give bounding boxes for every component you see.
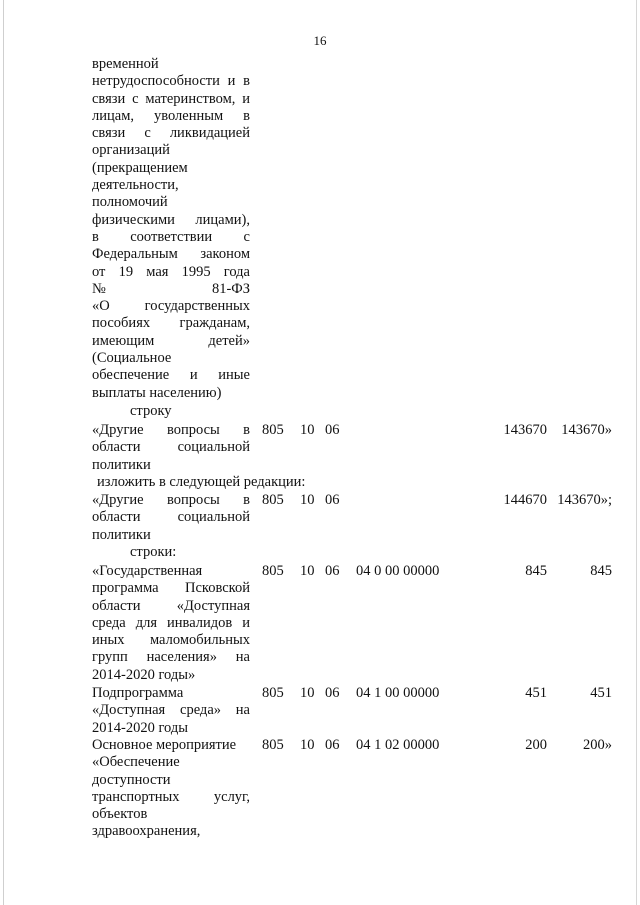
desc-line: связи с материнством, и (92, 90, 250, 107)
row-description (92, 422, 250, 474)
cell-ved: 805 (262, 737, 284, 753)
continuation-description (92, 56, 250, 402)
desc-line: «Другие вопросы в (92, 492, 250, 508)
desc-line: доступности (92, 771, 171, 788)
cell-csr: 04 0 00 00000 (356, 563, 440, 579)
cell-sum-1: 143670 (503, 422, 547, 438)
desc-line: здравоохранения, (92, 823, 201, 840)
cell-sum-1: 451 (525, 685, 547, 701)
desc-line: лицам, уволенным в (92, 107, 250, 124)
cell-podrazdel: 06 (325, 422, 340, 438)
scan-edge-right (636, 0, 637, 905)
desc-line: выплаты населению) (92, 384, 222, 401)
desc-line: области социальной (92, 439, 250, 456)
cell-sum-2: 451 (590, 685, 612, 701)
desc-line: Федеральным законом (92, 246, 250, 263)
cell-ved: 805 (262, 563, 284, 579)
desc-line: деятельности, (92, 177, 179, 194)
cell-csr: 04 1 02 00000 (356, 737, 440, 753)
cell-podrazdel: 06 (325, 685, 340, 701)
cell-sum-1: 200 (525, 737, 547, 753)
desc-line: временной (92, 56, 159, 72)
cell-razdel: 10 (300, 422, 315, 438)
cell-podrazdel: 06 (325, 737, 340, 753)
desc-line: организаций (92, 142, 170, 159)
desc-line: связи с ликвидацией (92, 125, 250, 142)
row-description (92, 563, 250, 684)
desc-line: области «Доступная (92, 597, 250, 614)
desc-line: «О государственных (92, 298, 250, 315)
row-description (92, 492, 250, 544)
desc-line: групп населения» на (92, 649, 250, 666)
page-number: 16 (313, 33, 327, 48)
desc-line: среда для инвалидов и (92, 614, 250, 631)
cell-sum-2: 200» (583, 737, 612, 753)
desc-line: физическими лицами), (92, 211, 250, 228)
instruction-rows-plural: строки: (130, 544, 177, 560)
cell-razdel: 10 (300, 563, 315, 579)
cell-sum-1: 845 (525, 563, 547, 579)
desc-line: полномочий (92, 194, 168, 211)
desc-line: (Социальное (92, 350, 172, 367)
desc-line: «Другие вопросы в (92, 422, 250, 438)
cell-csr: 04 1 00 00000 (356, 685, 440, 701)
cell-ved: 805 (262, 422, 284, 438)
desc-line: (прекращением (92, 159, 188, 176)
cell-podrazdel: 06 (325, 492, 340, 508)
cell-podrazdel: 06 (325, 563, 340, 579)
desc-line: № 81-ФЗ (92, 280, 250, 297)
desc-line: 2014-2020 годы» (92, 666, 196, 683)
cell-sum-2: 143670»; (557, 492, 612, 508)
cell-ved: 805 (262, 685, 284, 701)
desc-line: обеспечение и иные (92, 367, 250, 384)
cell-razdel: 10 (300, 685, 315, 701)
desc-line: Подпрограмма (92, 685, 184, 701)
scan-edge-left (3, 0, 4, 905)
instruction-row-single: строку (130, 403, 172, 419)
cell-razdel: 10 (300, 737, 315, 753)
cell-ved: 805 (262, 492, 284, 508)
row-description (92, 685, 250, 737)
desc-line: имеющим детей» (92, 332, 250, 349)
desc-line: политики (92, 456, 151, 473)
desc-line: в соответствии с (92, 228, 250, 245)
desc-line: нетрудоспособности и в (92, 73, 250, 90)
desc-line: 2014-2020 годы (92, 719, 188, 736)
cell-sum-2: 143670» (561, 422, 612, 438)
desc-line: «Обеспечение (92, 754, 180, 771)
row-description (92, 737, 250, 841)
desc-line: пособиях гражданам, (92, 315, 250, 332)
desc-line: иных маломобильных (92, 632, 250, 649)
instruction-replace: изложить в следующей редакции: (97, 474, 306, 490)
desc-line: транспортных услуг, (92, 788, 250, 805)
desc-line: программа Псковской (92, 580, 250, 597)
desc-line: объектов (92, 806, 148, 823)
desc-line: Основное мероприятие (92, 737, 237, 753)
desc-line: политики (92, 526, 151, 543)
desc-line: «Государственная (92, 563, 203, 579)
cell-sum-2: 845 (590, 563, 612, 579)
cell-sum-1: 144670 (503, 492, 547, 508)
cell-razdel: 10 (300, 492, 315, 508)
desc-line: «Доступная среда» на (92, 702, 250, 719)
desc-line: области социальной (92, 509, 250, 526)
desc-line: от 19 мая 1995 года (92, 263, 250, 280)
